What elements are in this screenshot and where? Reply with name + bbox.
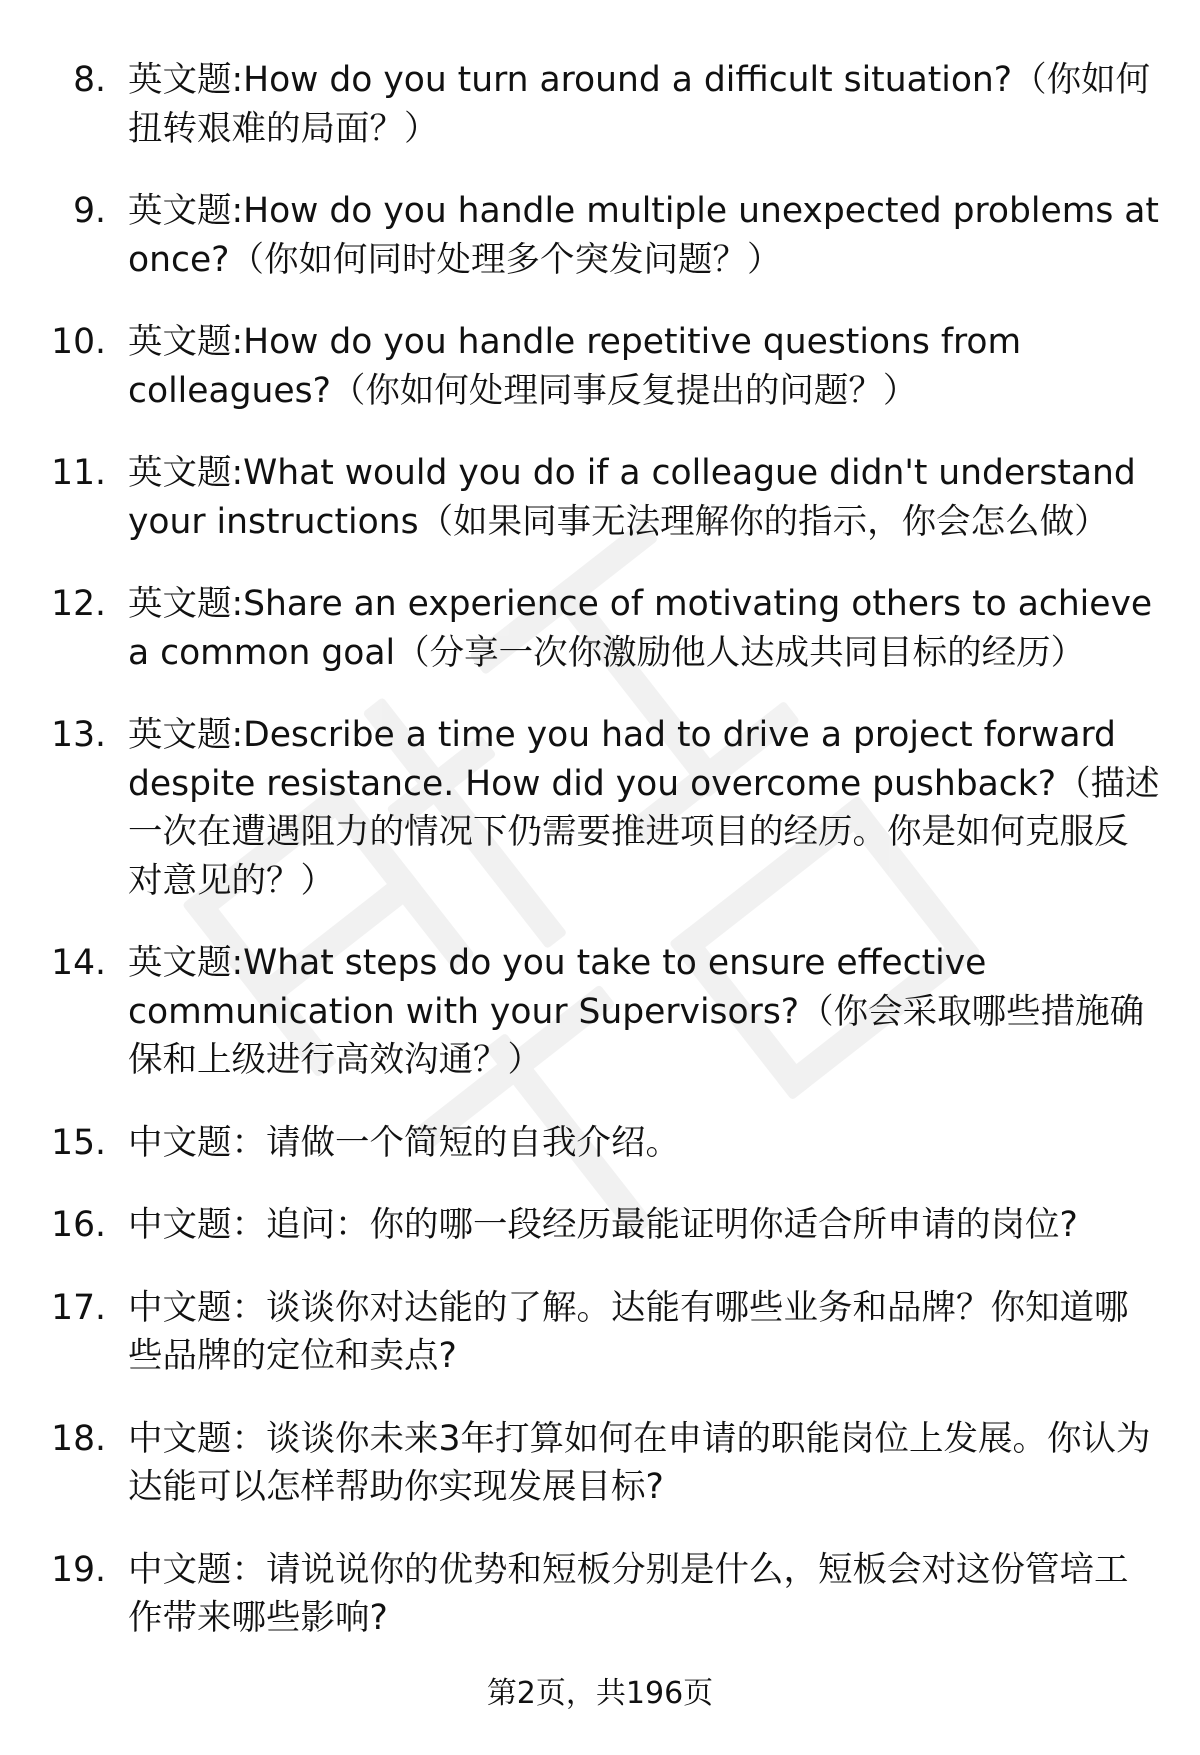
item-number: 13. <box>51 715 106 755</box>
item-text: 英文题:What steps do you take to ensure effective communication with your Supervisors?（你会采取哪些措施确保和上级进行高效沟通？） <box>128 943 1145 1080</box>
list-item <box>0 318 1200 415</box>
item-number: 16. <box>51 1205 106 1245</box>
list-item <box>0 1415 1200 1512</box>
item-text: 英文题:Describe a time you had to drive a project forward despite resistance. How did you overcome pushback?（描述一次在遭遇阻力的情况下仍需要推进项目的经历。你是如何克服反对意见的？） <box>128 715 1160 901</box>
item-number: 9. <box>73 191 106 231</box>
item-text: 英文题:How do you turn around a difficult situation?（你如何扭转艰难的局面？） <box>128 60 1151 149</box>
item-text: 中文题：请说说你的优势和短板分别是什么，短板会对这份管培工作带来哪些影响? <box>128 1549 1129 1638</box>
item-number: 12. <box>51 584 106 624</box>
question-list <box>0 56 1200 1677</box>
item-number: 8. <box>73 60 106 100</box>
item-text: 英文题:How do you handle repetitive questions from colleagues?（你如何处理同事反复提出的问题？） <box>128 322 1022 411</box>
item-text: 英文题:Share an experience of motivating others to achieve a common goal（分享一次你激励他人达成共同目标的经历） <box>128 584 1153 673</box>
list-item <box>0 1201 1200 1250</box>
item-number: 17. <box>51 1287 106 1328</box>
item-text: 中文题：追问：你的哪一段经历最能证明你适合所申请的岗位? <box>128 1205 1078 1245</box>
item-number: 19. <box>51 1549 106 1590</box>
list-item <box>0 580 1200 677</box>
item-number: 15. <box>51 1122 106 1163</box>
list-item <box>0 939 1200 1085</box>
item-number: 10. <box>51 322 106 362</box>
list-item <box>0 187 1200 284</box>
item-number: 11. <box>51 453 106 493</box>
item-number: 14. <box>51 943 106 983</box>
item-text: 英文题:What would you do if a colleague didn't understand your instructions（如果同事无法理解你的指示，你会怎么做） <box>128 453 1136 542</box>
item-number: 18. <box>51 1418 106 1459</box>
page-footer: 第2页，共196页 <box>486 1676 714 1711</box>
item-text: 中文题：谈谈你对达能的了解。达能有哪些业务和品牌？你知道哪些品牌的定位和卖点? <box>128 1287 1129 1376</box>
list-item <box>0 1546 1200 1643</box>
list-item <box>0 1119 1200 1168</box>
list-item <box>0 711 1200 905</box>
item-text: 英文题:How do you handle multiple unexpected problems at once?（你如何同时处理多个突发问题？） <box>128 191 1159 280</box>
item-text: 中文题：请做一个简短的自我介绍。 <box>128 1122 680 1163</box>
list-item <box>0 449 1200 546</box>
item-text: 中文题：谈谈你未来3年打算如何在申请的职能岗位上发展。你认为达能可以怎样帮助你实现发展目标? <box>128 1418 1151 1507</box>
list-item <box>0 56 1200 153</box>
list-item <box>0 1284 1200 1381</box>
